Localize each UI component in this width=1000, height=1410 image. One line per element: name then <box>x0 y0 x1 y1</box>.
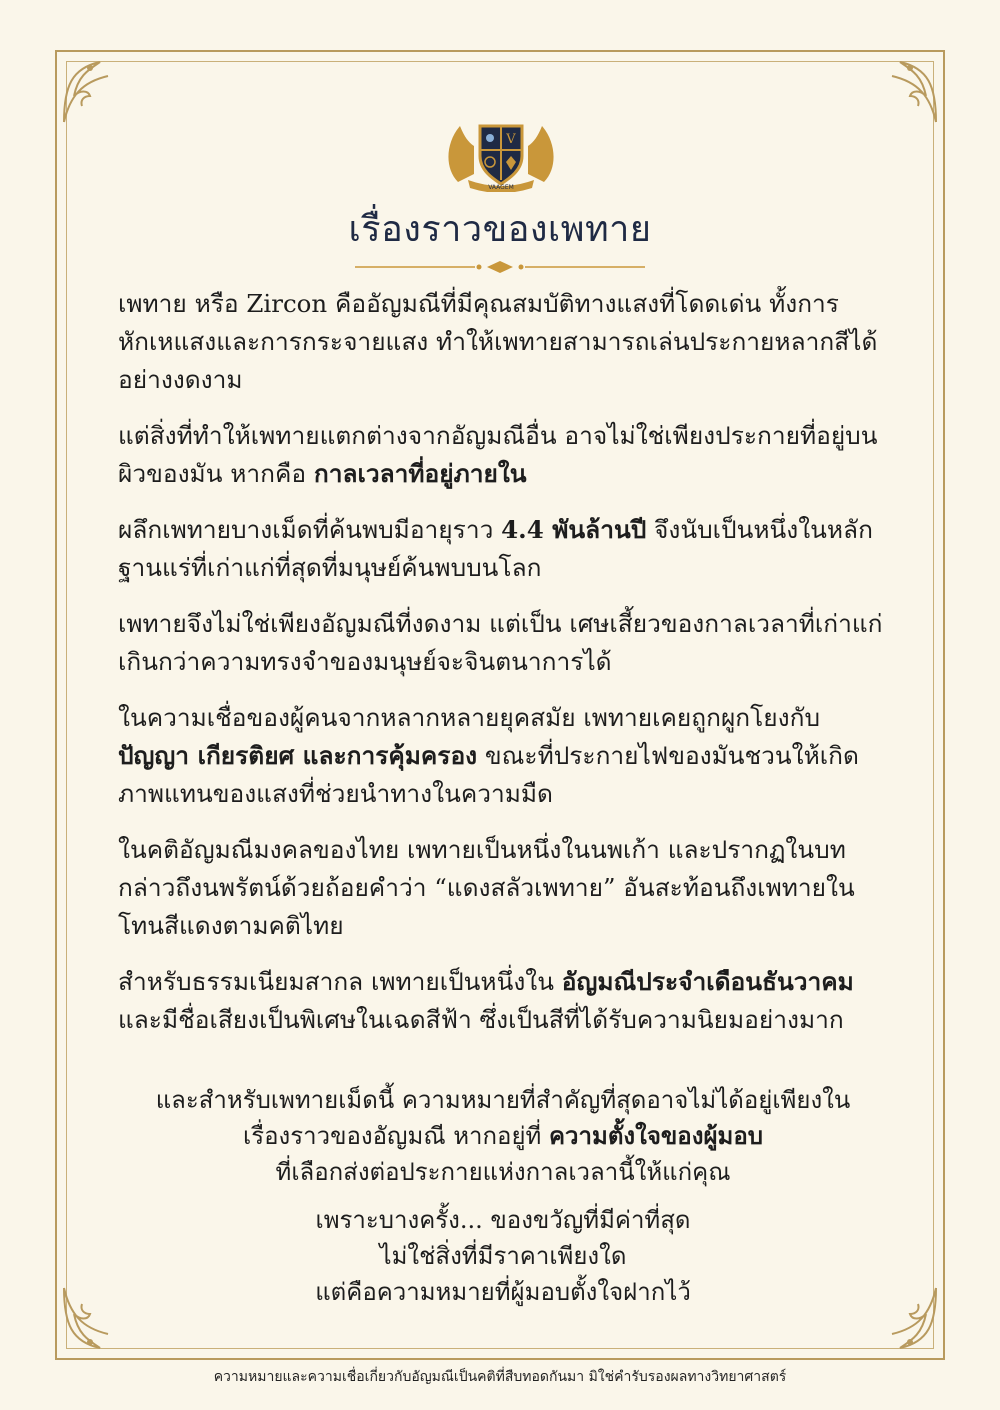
text-run: จึงนับเป็นหนึ่งในหลักฐานแร่ที่เก่าแก่ที่สุดที่มนุษย์ค้นพบบนโลก <box>118 515 873 582</box>
body-paragraph <box>118 963 888 1039</box>
text-run: และสำหรับเพทายเม็ดนี้ ความหมายที่สำคัญที่สุดอาจไม่ได้อยู่เพียงใน <box>155 1086 851 1114</box>
closing-line <box>118 1274 888 1310</box>
emphasis-text: อัญมณีประจำเดือนธันวาคม <box>561 967 854 996</box>
text-run: แต่สิ่งที่ทำให้เพทายแตกต่างจากอัญมณีอื่น อาจไม่ใช่เพียงประกายที่อยู่บนผิวของมัน หากคือ <box>118 421 878 488</box>
closing-paragraphs <box>118 1082 888 1322</box>
text-run: ขณะที่ประกายไฟของมันชวนให้เกิดภาพแทนของแสงที่ช่วยนำทางในความมืด <box>118 741 859 808</box>
text-run: สำหรับธรรมเนียมสากล เพทายเป็นหนึ่งใน <box>118 967 562 996</box>
body-paragraph <box>118 417 888 493</box>
corner-ornament-icon <box>870 56 940 126</box>
disclaimer-footer: ความหมายและความเชื่อเกี่ยวกับอัญมณีเป็นคติที่สืบทอดกันมา มิใช่คำรับรองผลทางวิทยาศาสตร์ <box>213 1369 787 1385</box>
body-paragraph <box>118 605 888 681</box>
text-run: ในความเชื่อของผู้คนจากหลากหลายยุคสมัย เพทายเคยถูกผูกโยงกับ <box>118 703 820 732</box>
body-paragraph <box>118 285 888 399</box>
emphasis-text: กาลเวลาที่อยู่ภายใน <box>313 459 527 488</box>
closing-paragraph <box>118 1202 888 1310</box>
text-run: เพราะบางครั้ง... ของขวัญที่มีค่าที่สุด <box>315 1206 691 1234</box>
text-run: และมีชื่อเสียงเป็นพิเศษในเฉดสีฟ้า ซึ่งเป็นสีที่ได้รับความนิยมอย่างมาก <box>118 1005 844 1034</box>
text-run: เพทาย หรือ Zircon คืออัญมณีที่มีคุณสมบัติทางแสงที่โดดเด่น ทั้งการหักเหแสงและการกระจายแสง ทำให้เพทายสามารถเล่นประกายหลากสีได้อย่างงดงาม <box>118 289 878 394</box>
text-run: เรื่องราวของอัญมณี หากอยู่ที่ <box>243 1122 549 1150</box>
page-title: เรื่องราวของเพทาย <box>348 209 652 250</box>
text-run: ในคติอัญมณีมงคลของไทย เพทายเป็นหนึ่งในนพเก้า และปรากฏในบทกล่าวถึงนพรัตน์ด้วยถ้อยคำว่า “แดงสลัวเพทาย” อันสะท้อนถึงเพทายในโทนสีแดงตามคติไทย <box>118 835 855 940</box>
title-divider <box>355 260 645 274</box>
emphasis-text: 4.4 พันล้านปี <box>501 515 647 544</box>
emphasis-text: ปัญญา เกียรติยศ และการคุ้มครอง <box>118 741 478 770</box>
closing-line <box>118 1238 888 1274</box>
closing-line <box>118 1118 888 1154</box>
text-run: ที่เลือกส่งต่อประกายแห่งกาลเวลานี้ให้แก่คุณ <box>275 1158 731 1186</box>
corner-ornament-icon <box>60 56 130 126</box>
text-run: ไม่ใช่สิ่งที่มีราคาเพียงใด <box>379 1242 627 1270</box>
crest-logo <box>438 112 564 192</box>
text-run: แต่คือความหมายที่ผู้มอบตั้งใจฝากไว้ <box>315 1278 691 1306</box>
closing-line <box>118 1082 888 1118</box>
body-paragraphs <box>118 285 888 1057</box>
emphasis-text: ความตั้งใจของผู้มอบ <box>548 1121 763 1150</box>
closing-line <box>118 1202 888 1238</box>
body-paragraph <box>118 511 888 587</box>
text-run: ผลึกเพทายบางเม็ดที่ค้นพบมีอายุราว <box>118 515 502 544</box>
body-paragraph <box>118 699 888 813</box>
svg-text:V: V <box>506 132 516 147</box>
closing-line <box>118 1154 888 1190</box>
body-paragraph <box>118 831 888 945</box>
closing-paragraph <box>118 1082 888 1190</box>
text-run: เพทายจึงไม่ใช่เพียงอัญมณีที่งดงาม แต่เป็น เศษเสี้ยวของกาลเวลาที่เก่าแก่เกินกว่าความทรงจำของมนุษย์จะจินตนาการได้ <box>118 609 883 676</box>
svg-text:VAAGEM: VAAGEM <box>488 184 514 191</box>
